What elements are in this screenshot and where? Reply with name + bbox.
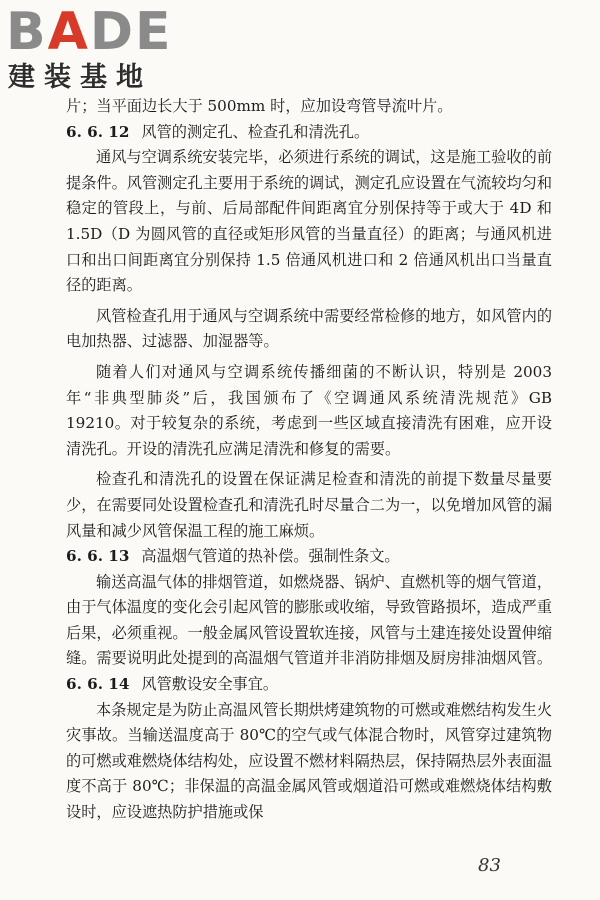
section-title: 高温烟气管道的热补偿。强制性条文。: [141, 547, 400, 566]
section-heading-6-6-12: [66, 120, 552, 146]
paragraph: 输送高温气体的排烟管道，如燃烧器、锅炉、直燃机等的烟气管道，由于气体温度的变化会引起风管的膨胀或收缩，导致管路损坏，造成严重后果，必须重视。一般金属风管设置软连接，风管与土建连接处设置伸缩缝。需要说明此处提到的高温烟气管道并非消防排烟及厨房排油烟风管。: [66, 572, 552, 668]
section-heading-6-6-14: [66, 672, 552, 698]
logo-subtitle: 建装基地: [8, 62, 152, 93]
section-number: 6. 6. 14: [66, 675, 130, 694]
page-number: 83: [478, 855, 501, 876]
section-heading-6-6-13: [66, 544, 552, 570]
logo-wordmark: BADE: [6, 2, 173, 62]
section-title: 风管的测定孔、检查孔和清洗孔。: [141, 122, 370, 141]
section-number: 6. 6. 13: [66, 547, 130, 566]
paragraph: 随着人们对通风与空调系统传播细菌的不断认识，特别是 2003 年“非典型肺炎”后，我国颁布了《空调通风系统清洗规范》GB 19210。对于较复杂的系统，考虑到一些区域直接清洗有困难，应开设清洗孔。开设的清洗孔应满足清洗和修复的需要。: [66, 362, 552, 458]
bade-logo: [6, 4, 181, 96]
section-title: 风管敷设安全事宜。: [141, 675, 279, 694]
logo-accent-letter: A: [47, 2, 90, 62]
section-number: 6. 6. 12: [66, 122, 130, 141]
paragraph-continuation: 片；当平面边长大于 500mm 时，应加设弯管导流叶片。: [66, 97, 453, 115]
paragraph: 通风与空调系统安装完毕，必须进行系统的调试，这是施工验收的前提条件。风管测定孔主要用于系统的调试，测定孔应设置在气流较均匀和稳定的管段上，与前、后局部配件间距离宜分别保持等于或大于 4D 和 1.5D（D 为圆风管的直径或矩形风管的当量直径）的距离；与通风机进口和出口间距离宜分别保持 1.5 倍通风机进口和 2 倍通风机出口当量直径的距离。: [66, 148, 552, 295]
paragraph: 本条规定是为防止高温风管长期烘烤建筑物的可燃或难燃结构发生火灾事故。当输送温度高于 80℃的空气或气体混合物时，风管穿过建筑物的可燃或难燃烧体结构处，应设置不燃材料隔热层，保持隔热层外表面温度不高于 80℃；非保温的高温金属风管或烟道沿可燃或难燃烧体结构敷设时，应设遮热防护措施或保: [66, 700, 552, 822]
paragraph: 检查孔和清洗孔的设置在保证满足检查和清洗的前提下数量尽量要少，在需要同处设置检查孔和清洗孔时尽量合二为一，以免增加风管的漏风量和减少风管保温工程的施工麻烦。: [66, 470, 552, 540]
document-body: [66, 94, 552, 826]
paragraph: 风管检查孔用于通风与空调系统中需要经常检修的地方，如风管内的电加热器、过滤器、加湿器等。: [66, 306, 552, 351]
